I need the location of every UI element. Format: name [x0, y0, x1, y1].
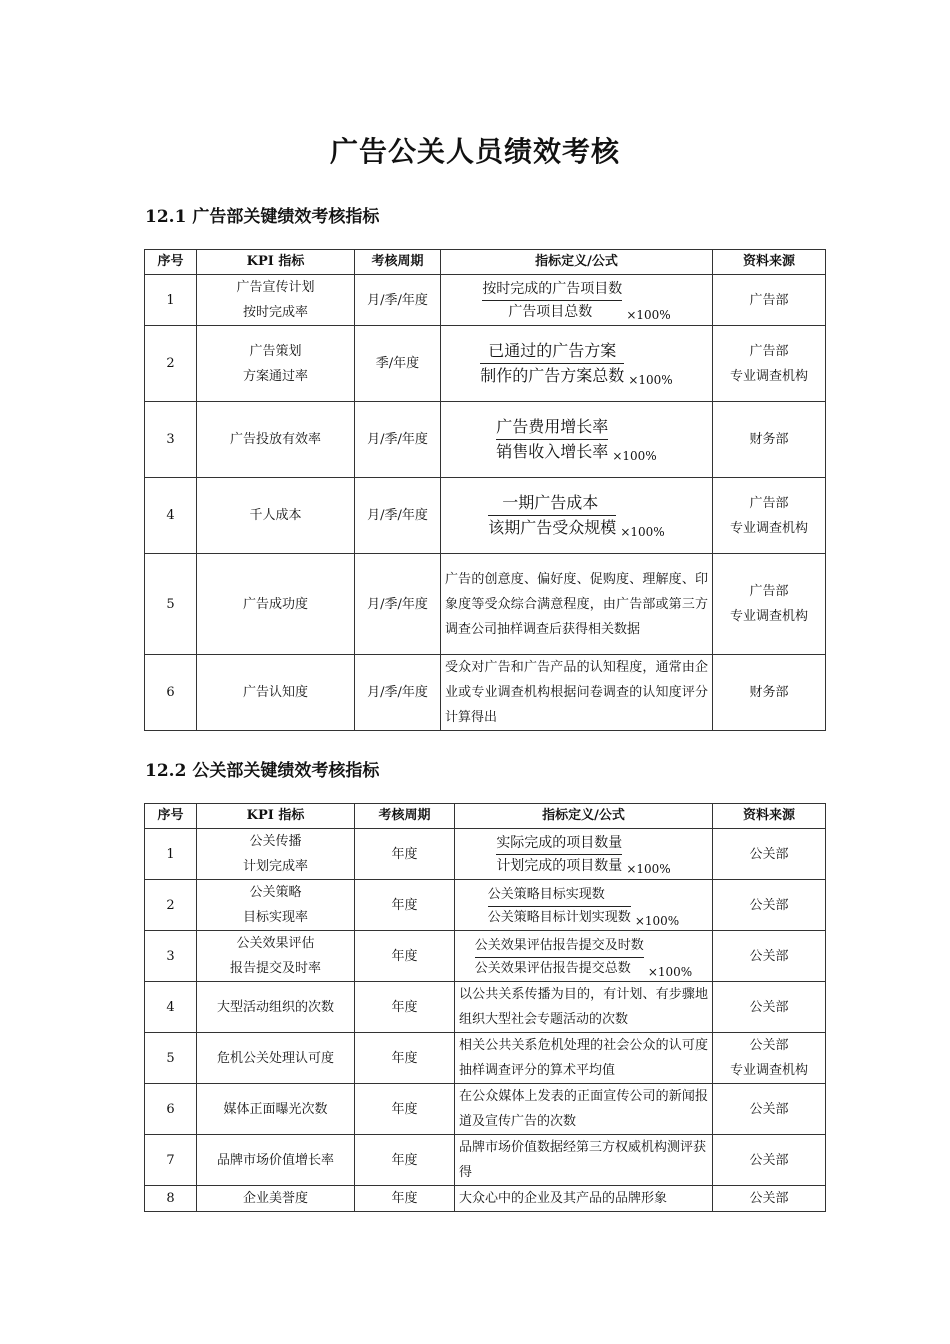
definition: 受众对广告和广告产品的认知程度，通常由企业或专业调查机构根据问卷调查的认知度评分计算得出 [441, 655, 713, 731]
denominator: 公关效果评估报告提交总数 [474, 960, 631, 976]
source: 公关部 [713, 829, 826, 880]
header-kpi: KPI 指标 [197, 804, 355, 829]
numerator: 广告费用增长率 [496, 415, 608, 440]
kpi-name: 广告策划 方案通过率 [197, 326, 355, 402]
kpi-name: 大型活动组织的次数 [197, 982, 355, 1033]
header-period: 考核周期 [355, 804, 455, 829]
definition: 品牌市场价值数据经第三方权威机构测评获得 [455, 1135, 713, 1186]
table-header-row [145, 804, 826, 829]
section-title-pr: 12.2 公关部关键绩效考核指标 [145, 761, 380, 781]
source: 财务部 [713, 655, 826, 731]
kpi-name: 公关传播 计划完成率 [197, 829, 355, 880]
table-row [145, 554, 826, 655]
kpi-name: 公关策略 目标实现率 [197, 880, 355, 931]
period: 月/季/年度 [355, 655, 441, 731]
period: 月/季/年度 [355, 275, 441, 326]
table-row [145, 275, 826, 326]
header-definition: 指标定义/公式 [455, 804, 713, 829]
table-row [145, 1186, 826, 1212]
formula-cell [455, 880, 713, 931]
source: 财务部 [713, 402, 826, 478]
table-row [145, 1084, 826, 1135]
header-definition: 指标定义/公式 [441, 250, 713, 275]
row-no: 6 [145, 1084, 197, 1135]
row-no: 3 [145, 931, 197, 982]
period: 年度 [355, 1135, 455, 1186]
definition: 广告的创意度、偏好度、促购度、理解度、印象度等受众综合满意程度，由广告部或第三方调查公司抽样调查后获得相关数据 [441, 554, 713, 655]
row-no: 8 [145, 1186, 197, 1212]
period: 月/季/年度 [355, 402, 441, 478]
period: 月/季/年度 [355, 478, 441, 554]
definition: 以公共关系传播为目的，有计划、有步骤地组织大型社会专题活动的次数 [455, 982, 713, 1033]
formula-cell [441, 402, 713, 478]
kpi-name: 品牌市场价值增长率 [197, 1135, 355, 1186]
period: 年度 [355, 829, 455, 880]
header-source: 资料来源 [713, 804, 826, 829]
numerator: 按时完成的广告项目数 [482, 278, 622, 301]
kpi-name: 危机公关处理认可度 [197, 1033, 355, 1084]
table-row [145, 931, 826, 982]
definition: 在公众媒体上发表的正面宣传公司的新闻报道及宣传广告的次数 [455, 1084, 713, 1135]
denominator: 广告项目总数 [508, 304, 593, 320]
denominator: 销售收入增长率 [496, 442, 609, 461]
row-no: 2 [145, 326, 197, 402]
denominator: 制作的广告方案总数 [480, 366, 625, 385]
period: 季/年度 [355, 326, 441, 402]
row-no: 1 [145, 829, 197, 880]
period: 月/季/年度 [355, 554, 441, 655]
table-row [145, 982, 826, 1033]
kpi-name: 广告认知度 [197, 655, 355, 731]
multiplier: ×100% [647, 964, 693, 979]
advertising-kpi-table [144, 249, 826, 731]
source: 公关部 [713, 1084, 826, 1135]
multiplier: ×100% [634, 913, 680, 928]
section-title-advertising: 12.1 广告部关键绩效考核指标 [145, 207, 380, 227]
multiplier: ×100% [626, 308, 671, 322]
numerator: 公关效果评估报告提交及时数 [475, 935, 644, 958]
formula-cell [441, 326, 713, 402]
row-no: 1 [145, 275, 197, 326]
page-title: 广告公关人员绩效考核 [329, 135, 620, 168]
period: 年度 [355, 1186, 455, 1212]
period: 年度 [355, 880, 455, 931]
row-no: 2 [145, 880, 197, 931]
period: 年度 [355, 982, 455, 1033]
source: 广告部 专业调查机构 [713, 554, 826, 655]
definition: 相关公共关系危机处理的社会公众的认可度抽样调查评分的算术平均值 [455, 1033, 713, 1084]
formula-cell [441, 275, 713, 326]
numerator: 公关策略目标实现数 [488, 884, 631, 907]
definition: 大众心中的企业及其产品的品牌形象 [455, 1186, 713, 1212]
source: 公关部 专业调查机构 [713, 1033, 826, 1084]
table-row [145, 880, 826, 931]
header-period: 考核周期 [355, 250, 441, 275]
numerator: 实际完成的项目数量 [496, 832, 622, 855]
source: 公关部 [713, 1186, 826, 1212]
kpi-name: 广告宣传计划 按时完成率 [197, 275, 355, 326]
formula [488, 491, 664, 540]
row-no: 5 [145, 1033, 197, 1084]
row-no: 4 [145, 478, 197, 554]
formula-cell [441, 478, 713, 554]
formula-cell [455, 931, 713, 982]
numerator: 一期广告成本 [488, 491, 616, 516]
period: 年度 [355, 1033, 455, 1084]
formula [482, 278, 670, 323]
multiplier: ×100% [620, 525, 665, 539]
header-no: 序号 [145, 804, 197, 829]
source: 广告部 专业调查机构 [713, 326, 826, 402]
multiplier: ×100% [628, 373, 673, 387]
source: 公关部 [713, 982, 826, 1033]
row-no: 5 [145, 554, 197, 655]
period: 年度 [355, 1084, 455, 1135]
formula [480, 339, 672, 388]
formula [488, 884, 679, 929]
formula [496, 832, 670, 877]
table-row [145, 1033, 826, 1084]
table-header-row [145, 250, 826, 275]
multiplier: ×100% [612, 449, 657, 463]
table-row [145, 829, 826, 880]
source: 广告部 专业调查机构 [713, 478, 826, 554]
denominator: 公关策略目标计划实现数 [487, 909, 631, 925]
table-row [145, 655, 826, 731]
kpi-name: 千人成本 [197, 478, 355, 554]
header-kpi: KPI 指标 [197, 250, 355, 275]
formula [496, 415, 656, 464]
row-no: 4 [145, 982, 197, 1033]
kpi-name: 公关效果评估 报告提交及时率 [197, 931, 355, 982]
kpi-name: 广告投放有效率 [197, 402, 355, 478]
multiplier: ×100% [626, 862, 671, 876]
header-source: 资料来源 [713, 250, 826, 275]
table-row [145, 1135, 826, 1186]
row-no: 6 [145, 655, 197, 731]
source: 公关部 [713, 1135, 826, 1186]
pr-kpi-table [144, 803, 826, 1212]
kpi-name: 媒体正面曝光次数 [197, 1084, 355, 1135]
table-row [145, 478, 826, 554]
source: 公关部 [713, 931, 826, 982]
denominator: 该期广告受众规模 [488, 518, 617, 537]
table-row [145, 326, 826, 402]
source: 公关部 [713, 880, 826, 931]
formula [475, 935, 692, 980]
row-no: 7 [145, 1135, 197, 1186]
formula-cell [455, 829, 713, 880]
row-no: 3 [145, 402, 197, 478]
table-row [145, 402, 826, 478]
period: 年度 [355, 931, 455, 982]
numerator: 已通过的广告方案 [480, 339, 624, 364]
source: 广告部 [713, 275, 826, 326]
kpi-name: 企业美誉度 [197, 1186, 355, 1212]
header-no: 序号 [145, 250, 197, 275]
denominator: 计划完成的项目数量 [496, 858, 623, 874]
kpi-name: 广告成功度 [197, 554, 355, 655]
